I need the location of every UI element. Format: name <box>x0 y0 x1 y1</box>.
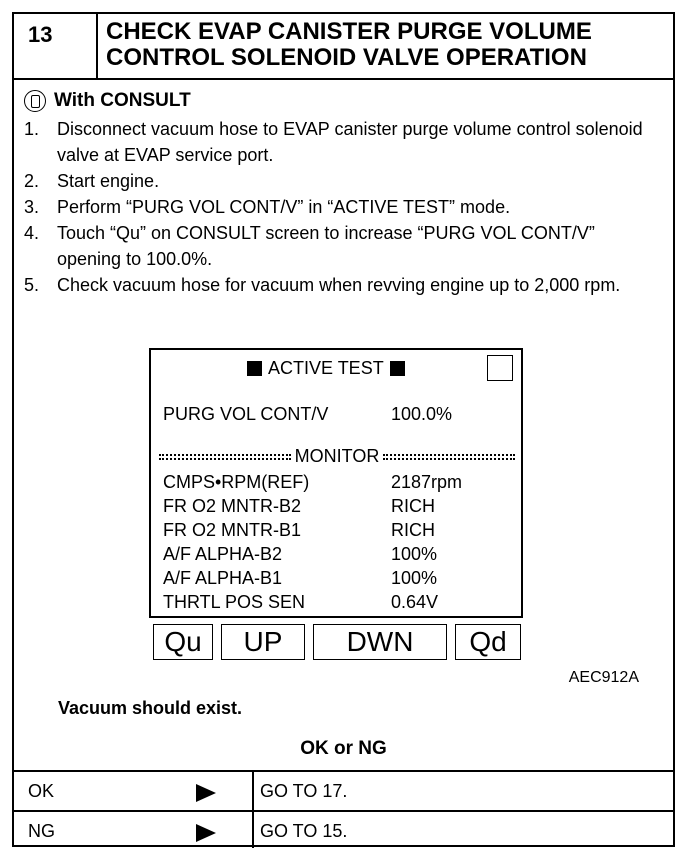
black-square-icon <box>247 361 262 376</box>
step-number: 13 <box>14 14 98 78</box>
result-label: NG <box>28 821 55 841</box>
consult-heading-text: With CONSULT <box>54 90 191 111</box>
monitor-row-label: CMPS•RPM(REF) <box>163 472 310 492</box>
step-item <box>24 194 654 220</box>
step-item-number: 1. <box>24 119 40 139</box>
step-item <box>24 220 654 272</box>
monitor-label: MONITOR <box>294 446 380 466</box>
arrow-right-icon <box>196 784 216 802</box>
step-item-text: Disconnect vacuum hose to EVAP canister purge volume control solenoid valve at EVAP service port. <box>57 119 643 165</box>
monitor-row-value: 100% <box>391 544 438 564</box>
dotted-rule <box>383 454 515 460</box>
screen-button-row <box>147 624 525 660</box>
qu-button[interactable]: Qu <box>153 624 213 660</box>
step-item <box>24 168 654 194</box>
monitor-row-label: FR O2 MNTR-B1 <box>163 520 302 540</box>
step-item-number: 2. <box>24 171 40 191</box>
step-item <box>24 116 654 168</box>
monitor-row <box>163 496 435 517</box>
dotted-rule <box>159 454 291 460</box>
consult-device-icon <box>24 90 46 112</box>
ok-ng-heading: OK or NG <box>300 738 387 759</box>
step-item-number: 4. <box>24 223 40 243</box>
monitor-row <box>163 592 438 613</box>
consult-screen <box>149 348 523 618</box>
monitor-row-value: 2187rpm <box>391 472 463 492</box>
result-action: GO TO 17. <box>260 781 348 801</box>
monitor-row-value: RICH <box>391 520 435 540</box>
expectation-text: Vacuum should exist. <box>58 698 243 718</box>
column-divider <box>252 772 254 810</box>
step-item-text: Perform “PURG VOL CONT/V” in “ACTIVE TEST” mode. <box>57 197 511 217</box>
title-line-2: CONTROL SOLENOID VALVE OPERATION <box>106 44 587 71</box>
monitor-row-label: THRTL POS SEN <box>163 592 306 612</box>
procedure-title <box>106 19 666 71</box>
step-list <box>24 116 654 298</box>
monitor-row <box>163 568 437 589</box>
screen-corner-box <box>487 355 513 381</box>
monitor-divider <box>159 446 515 467</box>
active-test-title-text: ACTIVE TEST <box>268 358 384 378</box>
monitor-row-value: RICH <box>391 496 435 516</box>
step-item-text: Touch “Qu” on CONSULT screen to increase “PURG VOL CONT/V” opening to 100.0%. <box>57 223 595 269</box>
procedure-frame <box>12 12 675 847</box>
monitor-row <box>163 544 437 565</box>
result-row-ng <box>14 810 673 848</box>
active-item-label: PURG VOL CONT/V <box>163 404 329 424</box>
result-action: GO TO 15. <box>260 821 348 841</box>
procedure-header <box>14 14 673 80</box>
monitor-row <box>163 472 462 493</box>
step-item <box>24 272 654 298</box>
monitor-row-label: FR O2 MNTR-B2 <box>163 496 302 516</box>
up-button[interactable]: UP <box>221 624 305 660</box>
step-item-number: 3. <box>24 197 40 217</box>
result-label: OK <box>28 781 55 801</box>
step-item-text: Check vacuum hose for vacuum when revving engine up to 2,000 rpm. <box>57 275 621 295</box>
title-line-1: CHECK EVAP CANISTER PURGE VOLUME <box>106 18 592 45</box>
black-square-icon <box>390 361 405 376</box>
monitor-row <box>163 520 435 541</box>
qd-button[interactable]: Qd <box>455 624 521 660</box>
column-divider <box>252 812 254 848</box>
dwn-button[interactable]: DWN <box>313 624 447 660</box>
monitor-row-label: A/F ALPHA-B2 <box>163 544 283 564</box>
active-item-row <box>163 404 452 425</box>
figure-code: AEC912A <box>568 669 639 686</box>
monitor-row-value: 0.64V <box>391 592 439 612</box>
arrow-right-icon <box>196 824 216 842</box>
result-table <box>14 770 673 848</box>
active-item-value: 100.0% <box>391 404 453 424</box>
result-row-ok <box>14 772 673 810</box>
monitor-row-label: A/F ALPHA-B1 <box>163 568 283 588</box>
monitor-row-value: 100% <box>391 568 438 588</box>
step-item-number: 5. <box>24 275 40 295</box>
active-test-title <box>241 358 411 379</box>
step-item-text: Start engine. <box>57 171 160 191</box>
consult-heading <box>24 90 191 112</box>
